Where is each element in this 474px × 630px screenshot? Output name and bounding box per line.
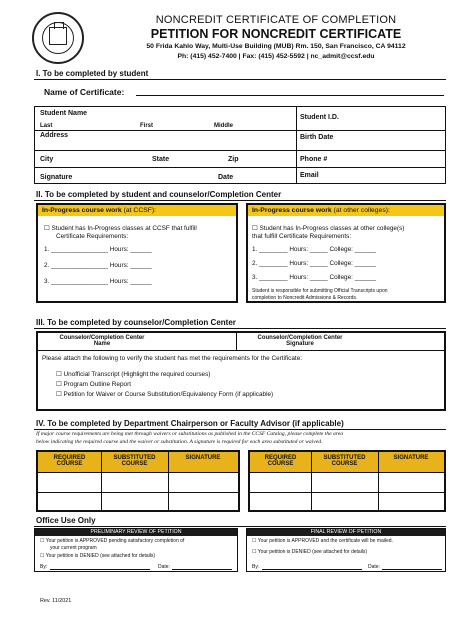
other-course-row-1[interactable]: 1. ________ Hours: _____ College: ______ bbox=[252, 246, 377, 253]
seal-building-mark bbox=[49, 27, 67, 45]
office-use-rule bbox=[34, 526, 446, 527]
section4-title: IV. To be completed by Department Chairperson or Faculty Advisor (if applicable) bbox=[36, 419, 344, 428]
transcript-note: Student is responsible for submitting Official Transcripts upon bbox=[252, 288, 388, 294]
preliminary-by-field[interactable] bbox=[50, 569, 150, 570]
preliminary-review-header: PRELIMINARY REVIEW OF PETITION bbox=[35, 529, 237, 536]
counselor-signature-label: Counselor/Completion Center Signature bbox=[257, 335, 343, 347]
last-name-label: Last bbox=[40, 123, 53, 129]
preliminary-date-field[interactable] bbox=[172, 569, 232, 570]
unofficial-transcript-checkbox[interactable]: ☐ Unofficial Transcript (Highlight the required courses) bbox=[56, 371, 211, 378]
other-college-checkbox[interactable]: ☐ Student has In-Progress classes at other college(s) bbox=[252, 225, 405, 232]
counselor-name-label: Counselor/Completion Center Name bbox=[59, 335, 145, 347]
section2-title: II. To be completed by student and counselor/Completion Center bbox=[36, 190, 282, 199]
final-review-header: FINAL REVIEW OF PETITION bbox=[247, 529, 445, 536]
section1-rule bbox=[34, 79, 446, 80]
certificate-name-field[interactable] bbox=[136, 95, 444, 96]
zip-label: Zip bbox=[228, 156, 239, 163]
program-outline-checkbox[interactable]: ☐ Program Outline Report bbox=[56, 381, 131, 388]
state-label: State bbox=[152, 156, 170, 163]
signature-label: Signature bbox=[40, 174, 73, 181]
office-contact: Ph: (415) 452-7400 | Fax: (415) 452-5592 | nc_admit@ccsf.edu bbox=[177, 53, 375, 60]
section4-rule bbox=[34, 429, 446, 430]
form-title: PETITION FOR NONCREDIT CERTIFICATE bbox=[150, 27, 402, 41]
signature-header-right: SIGNATURE bbox=[393, 455, 429, 461]
final-date-label: Date: bbox=[368, 564, 380, 570]
ccsf-inprogress-heading: In-Progress course work (at CCSF): bbox=[42, 207, 157, 214]
revision-date: Rev. 11/2021 bbox=[40, 598, 72, 604]
college-seal-logo bbox=[32, 12, 84, 64]
final-date-field[interactable] bbox=[382, 569, 442, 570]
preliminary-by-label: By: bbox=[40, 564, 48, 570]
final-by-field[interactable] bbox=[262, 569, 362, 570]
waiver-note-line1: If major course requirements are being met through waivers or substitutions as published in the CCSF Catalog, please complete the area bbox=[36, 431, 344, 437]
student-info-grid bbox=[34, 106, 446, 184]
office-use-title: Office Use Only bbox=[36, 516, 96, 525]
substituted-course-header-right: SUBSTITUTED COURSE bbox=[323, 455, 366, 467]
final-by-label: By: bbox=[252, 564, 260, 570]
preliminary-approved-checkbox[interactable]: ☐ Your petition is APPROVED pending satisfactory completion of bbox=[40, 538, 185, 544]
section1-title: I. To be completed by student bbox=[36, 69, 149, 78]
date-label: Date bbox=[218, 174, 234, 181]
substituted-course-header: SUBSTITUTED COURSE bbox=[113, 455, 156, 467]
student-id-label: Student I.D. bbox=[300, 114, 339, 121]
final-approved-checkbox[interactable]: ☐ Your petition is APPROVED and the certificate will be mailed. bbox=[252, 538, 393, 544]
other-course-row-2[interactable]: 2. ________ Hours: _____ College: ______ bbox=[252, 260, 377, 267]
attachment-instructions: Please attach the following to verify the student has met the requirements for the Certificate: bbox=[42, 355, 303, 362]
middle-name-label: Middle bbox=[214, 123, 233, 129]
form-title-top: NONCREDIT CERTIFICATE OF COMPLETION bbox=[155, 14, 397, 26]
section3-title: III. To be completed by counselor/Completion Center bbox=[36, 318, 236, 327]
grid-divider bbox=[296, 106, 297, 184]
ccsf-inprogress-box bbox=[36, 203, 238, 303]
address-label: Address bbox=[40, 132, 69, 139]
waiver-form-checkbox[interactable]: ☐ Petition for Waiver or Course Substitution/Equivalency Form (if applicable) bbox=[56, 391, 274, 398]
city-label: City bbox=[40, 156, 54, 163]
required-course-header-right: REQUIRED COURSE bbox=[264, 455, 297, 467]
signature-header: SIGNATURE bbox=[185, 455, 221, 461]
other-course-row-3[interactable]: 3. ________ Hours: _____ College: ______ bbox=[252, 274, 377, 281]
ccsf-inprogress-checkbox[interactable]: ☐ Student has In-Progress classes at CCSF that fulfill bbox=[44, 225, 197, 232]
ccsf-course-row-1[interactable]: 1. ________________ Hours: ______ bbox=[44, 246, 152, 253]
other-college-inprogress-heading: In-Progress course work (at other colleges): bbox=[252, 207, 390, 214]
preliminary-denied-checkbox[interactable]: ☐ Your petition is DENIED (see attached for details) bbox=[40, 553, 156, 559]
birth-date-label: Birth Date bbox=[300, 134, 334, 141]
preliminary-date-label: Date: bbox=[158, 564, 170, 570]
student-name-label: Student Name bbox=[40, 110, 88, 117]
phone-label: Phone # bbox=[300, 156, 328, 163]
email-label: Email bbox=[300, 172, 319, 179]
ccsf-course-row-2[interactable]: 2. ________________ Hours: ______ bbox=[44, 262, 152, 269]
ccsf-course-row-3[interactable]: 3. ________________ Hours: ______ bbox=[44, 278, 152, 285]
section3-rule bbox=[34, 328, 446, 329]
section2-rule bbox=[34, 200, 446, 201]
final-denied-checkbox[interactable]: ☐ Your petition is DENIED (see attached for details) bbox=[252, 549, 368, 555]
certificate-name-label: Name of Certificate: bbox=[44, 87, 125, 97]
waiver-note-line2: below indicating the required course and the waiver or substitution. A signature is required for each area substituted or waived. bbox=[36, 439, 323, 445]
first-name-label: First bbox=[140, 123, 154, 129]
office-address: 50 Frida Kahlo Way, Multi-Use Building (MUB) Rm. 150, San Francisco, CA 94112 bbox=[146, 43, 406, 50]
required-course-header: REQUIRED COURSE bbox=[53, 455, 86, 467]
